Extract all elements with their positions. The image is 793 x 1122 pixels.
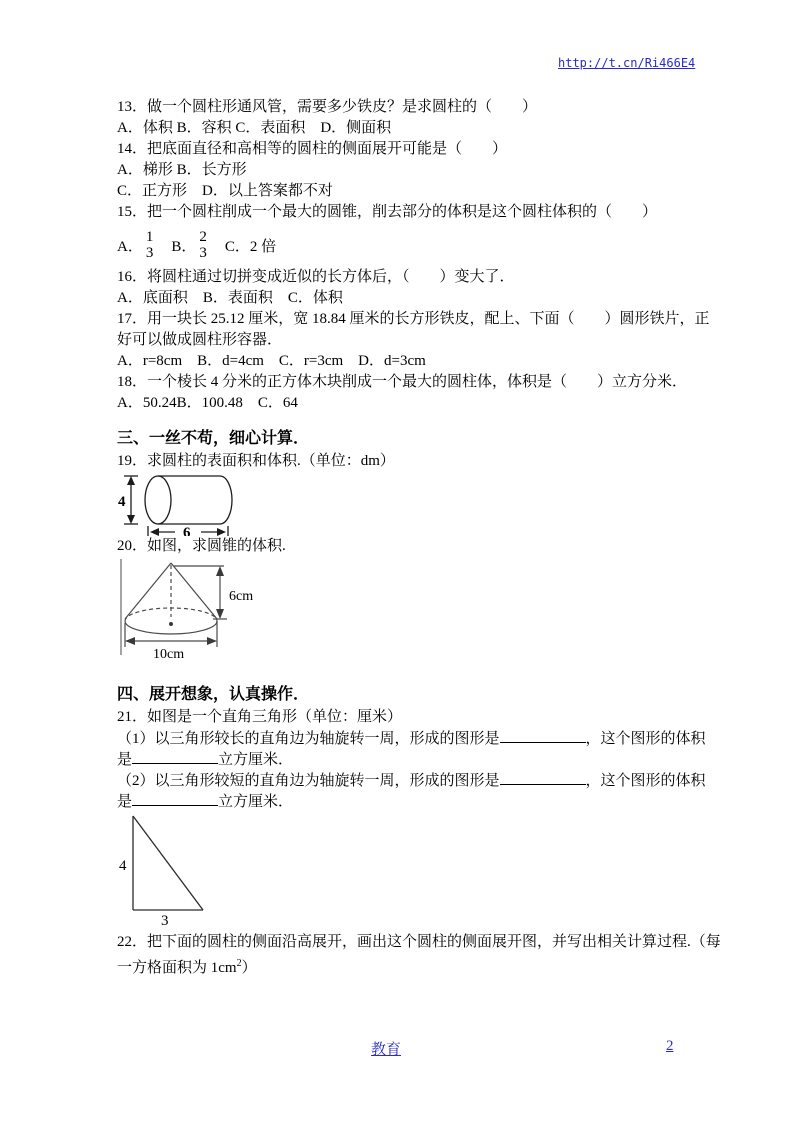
cone-diagram [117, 557, 277, 669]
q18-options: A．50.24B．100.48 C．64 [117, 395, 298, 411]
cone-figure [117, 557, 717, 669]
header-url-link[interactable]: http://t.cn/Ri466E4 [558, 56, 696, 70]
q21-cont2-suffix: 立方厘米． [218, 794, 294, 810]
answer-blank [500, 770, 586, 785]
q15-fraction-two-thirds [199, 229, 207, 261]
q21-part1-line1 [117, 728, 717, 749]
q14-options-cd: C．正方形 D．以上答案都不对 [117, 183, 333, 199]
cone-height-label: 6cm [229, 589, 254, 604]
q15-option-a-label: A． [117, 238, 143, 255]
q21-part2-prefix: （2）以三角形较短的直角边为轴旋转一周，形成的图形是 [117, 773, 500, 789]
q21-part1-suffix: ，这个图形的体积 [585, 731, 706, 747]
triangle-base-label: 3 [161, 913, 169, 928]
cylinder-diagram [117, 472, 257, 536]
fraction-denominator: 3 [199, 245, 207, 261]
q15-stem: 15．把一个圆柱削成一个最大的圆锥，削去部分的体积是这个圆柱体积的（ ） [117, 204, 658, 220]
q22-line2-text: 一方格面积为 1cm [117, 960, 237, 976]
q21-part1-prefix: （1）以三角形较长的直角边为轴旋转一周，形成的图形是 [117, 731, 500, 747]
footer-page-number[interactable]: 2 [666, 1038, 674, 1054]
q21-part2-suffix: ，这个图形的体积 [585, 773, 706, 789]
q13-stem: 13．做一个圆柱形通风管，需要多少铁皮？是求圆柱的（ ） [117, 99, 538, 115]
fraction-numerator: 1 [145, 229, 154, 245]
q21-part2-line1 [117, 770, 717, 791]
q14-stem: 14．把底面直径和高相等的圆柱的侧面展开可能是（ ） [117, 141, 508, 157]
cylinder-figure [117, 472, 717, 536]
footer-education-link[interactable]: 教育 [371, 1042, 402, 1058]
q17-stem-line2: 好可以做成圆柱形容器． [117, 332, 283, 348]
answer-blank [500, 728, 586, 743]
section-three-title: 三、一丝不苟，细心计算． [117, 430, 310, 447]
q15-fraction-one-third [146, 229, 154, 261]
fraction-denominator: 3 [145, 245, 154, 261]
q21-cont2-prefix: 是 [117, 794, 133, 810]
q22-stem-line2 [117, 953, 717, 974]
cone-diameter-label: 10cm [153, 647, 185, 662]
q18-stem: 18．一个棱长 4 分米的正方体木块削成一个最大的圆柱体，体积是（ ）立方分米． [117, 374, 688, 390]
q22-line2-close: ） [241, 960, 257, 976]
q22-superscript: 2 [236, 958, 242, 969]
q15-option-c-label: C．2 倍 [209, 238, 277, 255]
cylinder-length-label: 6 [183, 525, 191, 536]
q14-options-ab: A．梯形 B．长方形 [117, 162, 247, 178]
q13-options: A．体积 B．容积 C．表面积 D．侧面积 [117, 120, 392, 136]
q17-stem-line1: 17．用一块长 25.12 厘米，宽 18.84 厘米的长方形铁皮，配上、下面（ ）圆形铁片，正 [117, 311, 710, 327]
q22-stem-line1: 22．把下面的圆柱的侧面沿高展开，画出这个圆柱的侧面展开图，并写出相关计算过程.（每 [117, 934, 721, 950]
q15-options [117, 223, 717, 267]
q17-options: A．r=8cm B．d=4cm C．r=3cm D．d=3cm [117, 353, 426, 369]
q20-stem: 20．如图，求圆锥的体积. [117, 538, 286, 554]
q21-cont1-suffix: 立方厘米． [218, 752, 294, 768]
worksheet-content [117, 97, 721, 976]
q16-stem: 16．将圆柱通过切拼变成近似的长方体后，（ ）变大了． [117, 269, 515, 285]
section-four-title: 四、展开想象，认真操作． [117, 686, 310, 703]
triangle-figure [117, 812, 717, 926]
q15-option-b-label: B． [156, 238, 197, 255]
q16-options: A．底面积 B．表面积 C．体积 [117, 290, 343, 306]
q21-part1-line2 [117, 749, 717, 770]
q21-cont1-prefix: 是 [117, 752, 133, 768]
q21-part2-line2 [117, 791, 717, 812]
q19-stem: 19．求圆柱的表面积和体积.（单位：dm） [117, 453, 395, 469]
cylinder-height-label: 4 [118, 494, 126, 510]
triangle-leg-label: 4 [119, 858, 127, 874]
answer-blank [132, 791, 218, 806]
answer-blank [132, 749, 218, 764]
q21-stem: 21．如图是一个直角三角形（单位：厘米） [117, 709, 403, 725]
right-triangle-diagram [117, 812, 227, 928]
fraction-numerator: 2 [199, 229, 207, 245]
